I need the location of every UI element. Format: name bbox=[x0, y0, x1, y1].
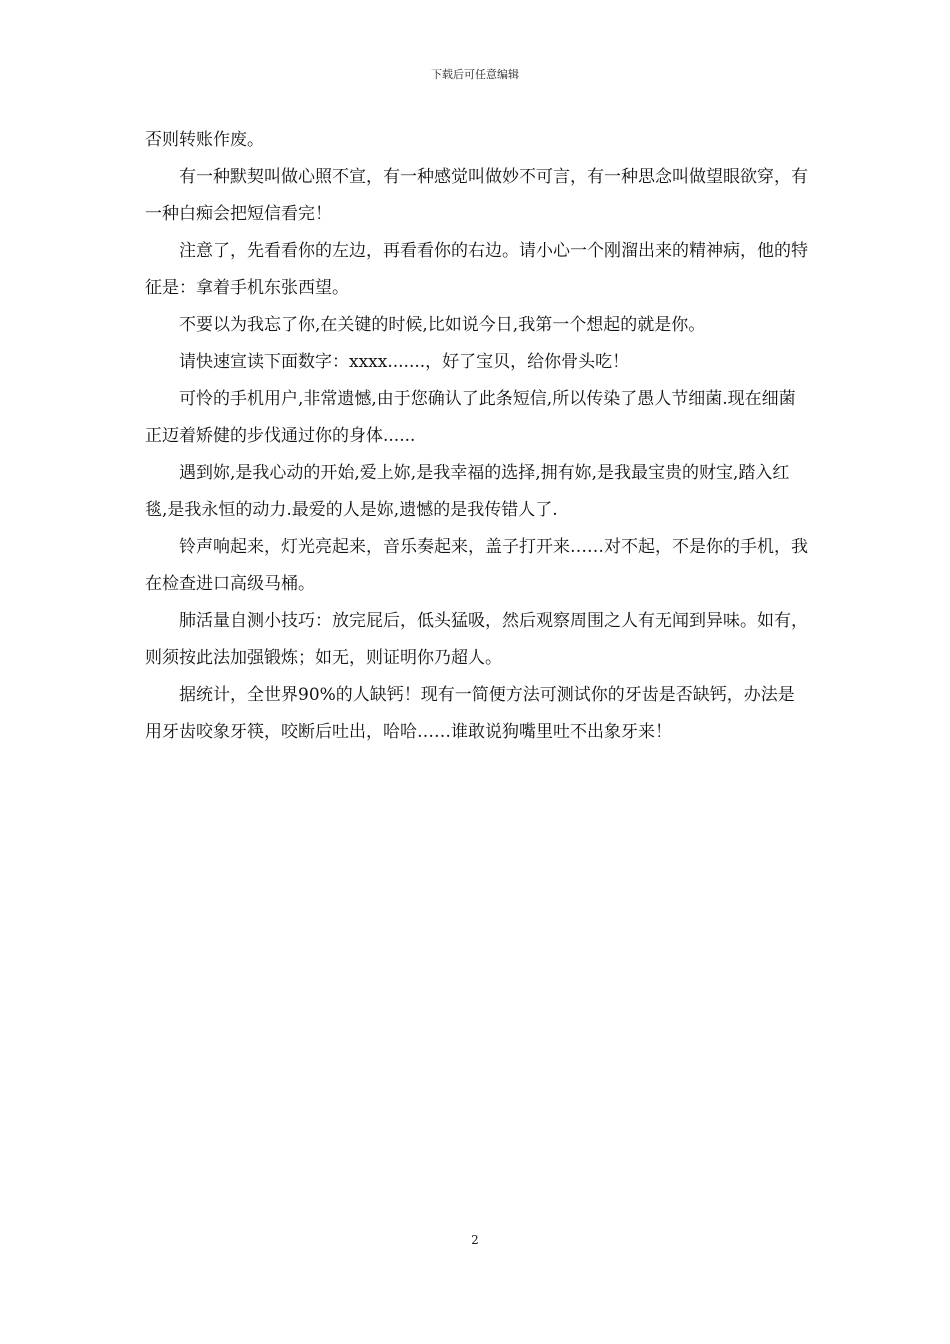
paragraph: 遇到妳,是我心动的开始,爱上妳,是我幸福的选择,拥有妳,是我最宝贵的财宝,踏入红毯,是我永恒的动力.最爱的人是妳,遗憾的是我传错人了. bbox=[145, 463, 790, 520]
page-header: 下载后可任意编辑 bbox=[431, 68, 519, 81]
paragraph: 有一种默契叫做心照不宣，有一种感觉叫做妙不可言，有一种思念叫做望眼欲穿，有一种白痴会把短信看完！ bbox=[145, 167, 808, 224]
paragraph: 肺活量自测小技巧：放完屁后，低头猛吸，然后观察周围之人有无闻到异味。如有，则须按此法加强锻炼；如无，则证明你乃超人。 bbox=[145, 611, 808, 668]
paragraph: 可怜的手机用户,非常遗憾,由于您确认了此条短信,所以传染了愚人节细菌.现在细菌正迈着矫健的步伐通过你的身体...... bbox=[145, 389, 796, 446]
paragraph: 注意了，先看看你的左边，再看看你的右边。请小心一个刚溜出来的精神病，他的特征是：拿着手机东张西望。 bbox=[145, 241, 808, 298]
paragraph: 不要以为我忘了你,在关键的时候,比如说今日,我第一个想起的就是你。 bbox=[179, 315, 706, 335]
paragraph: 请快速宣读下面数字：xxxx.......，好了宝贝，给你骨头吃！ bbox=[179, 352, 630, 372]
document-body bbox=[145, 122, 809, 751]
paragraph: 铃声响起来，灯光亮起来，音乐奏起来，盖子打开来……对不起，不是你的手机，我在检查进口高级马桶。 bbox=[145, 537, 808, 594]
page-number: 2 bbox=[471, 1233, 479, 1247]
paragraph: 据统计，全世界90%的人缺钙！现有一简便方法可测试你的牙齿是否缺钙，办法是用牙齿咬象牙筷，咬断后吐出，哈哈……谁敢说狗嘴里吐不出象牙来！ bbox=[145, 685, 795, 742]
paragraph-continuation: 否则转账作废。 bbox=[145, 130, 264, 150]
